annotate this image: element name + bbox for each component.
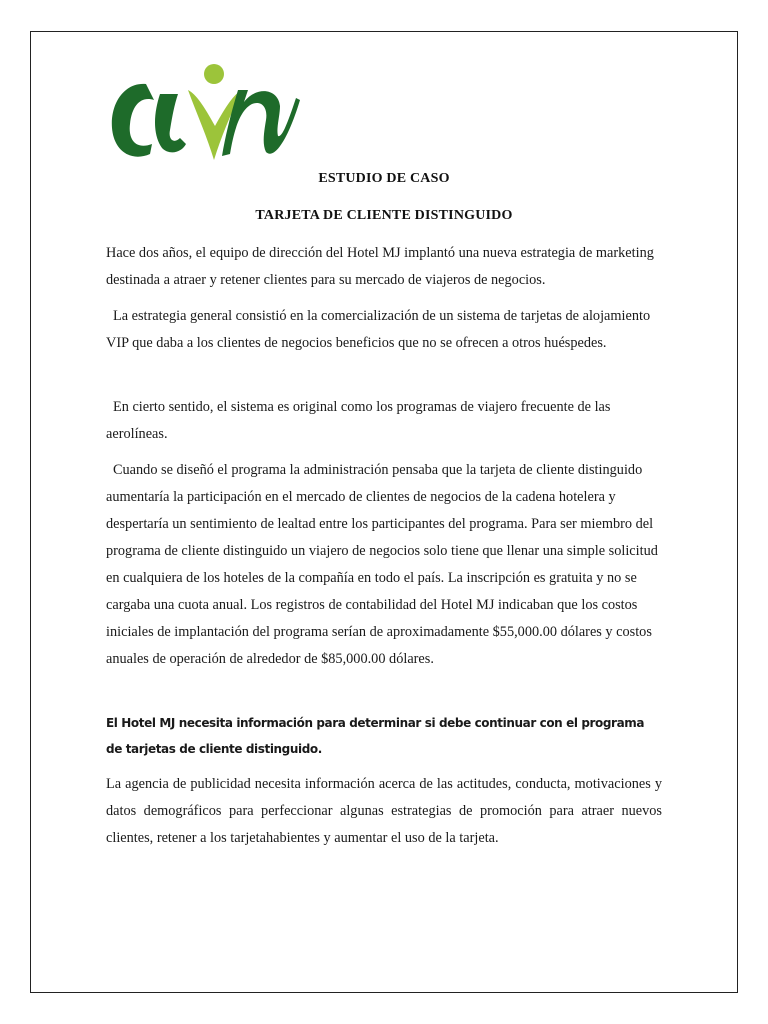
logo-c-shape	[112, 84, 154, 157]
document-title: ESTUDIO DE CASO	[318, 171, 450, 186]
paragraph-3: En cierto sentido, el sistema es original como los programas de viajero frecuente de las aerolíneas.	[106, 399, 611, 442]
paragraph-2: La estrategia general consistió en la comercialización de un sistema de tarjetas de alojamiento VIP que daba a los clientes de negocios beneficios que no se ofrecen a otros huéspedes.	[106, 308, 651, 351]
paragraph-5-bold: El Hotel MJ necesita información para determinar si debe continuar con el programa de tarjetas de cliente distinguido.	[106, 716, 645, 756]
logo-person-head	[204, 64, 224, 84]
cun-logo	[106, 60, 302, 164]
logo-u-left-stroke	[155, 94, 186, 152]
paragraph-6: La agencia de publicidad necesita información acerca de las actitudes, conducta, motivaciones y datos demográficos para perfeccionar algunas estrategias de promoción para atraer nuevos clientes, retener a los tarjetahabientes y aumentar el uso de la tarjeta.	[106, 776, 662, 846]
document-subtitle: TARJETA DE CLIENTE DISTINGUIDO	[255, 208, 513, 223]
paragraph-1: Hace dos años, el equipo de dirección del Hotel MJ implantó una nueva estrategia de marketing destinada a atraer y retener clientes para su mercado de viajeros de negocios.	[106, 245, 654, 288]
paragraph-4: Cuando se diseñó el programa la administración pensaba que la tarjeta de cliente distinguido aumentaría la participación en el mercado de clientes de negocios de la cadena hotelera y despertaría un sentimiento de lealtad entre los participantes del programa. Para ser miembro del programa de cliente distinguido un viajero de negocios solo tiene que llenar una simple solicitud en cualquiera de los hoteles de la compañía en todo el país. La inscripción es gratuita y no se cargaba una cuota anual. Los registros de contabilidad del Hotel MJ indicaban que los costos iniciales de implantación del programa serían de aproximadamente $55,000.00 dólares y costos anuales de operación de alrededor de $85,000.00 dólares.	[106, 462, 658, 667]
